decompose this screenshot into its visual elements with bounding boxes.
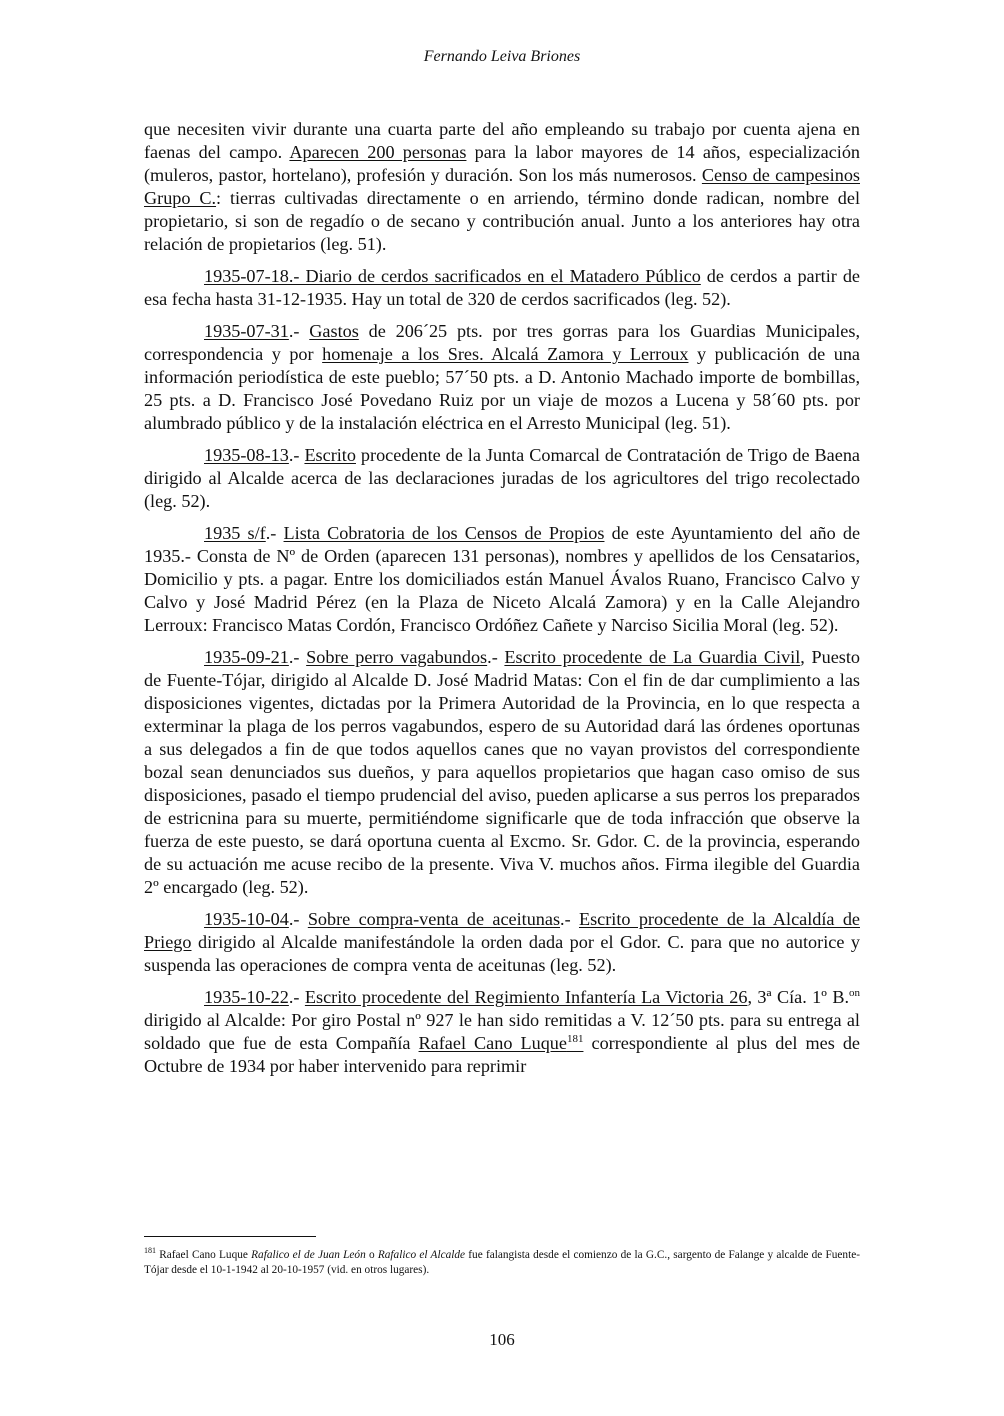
- text-run: .-: [288, 445, 305, 465]
- text-run: de este Ayuntamiento del año de 1935.- Consta de Nº de Orden (aparecen 131 personas), nombres y apellidos de los Censatarios, Domicilio y pts. a pagar. Entre los domiciliados están Manuel Ávalos Ruano, Francisco Calvo y Calvo y José Madrid Pérez (en la Plaza de Niceto Alcalá Zamora) y en la Calle Alejandro Lerroux: Francisco Matas Cordón, Francisco Ordóñez Cañete y Narciso Sicilia Moral (leg. 52).: [144, 523, 861, 635]
- entry-1935-07-31: [144, 320, 860, 435]
- underlined-name: [419, 1033, 584, 1053]
- text-run: dirigido al Alcalde: Por giro Postal nº 927 le han sido remitidas a V. 12´50 pts. para su entrega al soldado que fue de esta Compañía: [144, 1010, 860, 1053]
- text-run: : tierras cultivadas directamente o en arriendo, término donde radican, nombre del propietario, si son de regadío o de secano y contribución anual. Junto a los anteriores hay otra relación de propietarios (leg. 51).: [144, 188, 860, 254]
- entry-1935-07-18: [144, 265, 860, 311]
- text-run: .-: [560, 909, 579, 929]
- text-run: , 3ª Cía. 1º B.: [747, 987, 850, 1007]
- text-run: o: [365, 1249, 378, 1261]
- entry-1935-09-21: [144, 646, 860, 899]
- underlined-text: homenaje a los Sres. Alcalá Zamora y Lerroux: [322, 344, 689, 364]
- underlined-text: Sobre perro vagabundos: [306, 647, 488, 667]
- text-run: .-: [288, 987, 305, 1007]
- text-run: .-: [288, 647, 307, 667]
- text-run: dirigido al Alcalde manifestándole la orden dada por el Gdor. C. para que no autorice y suspenda las operaciones de compra venta de aceitunas (leg. 52).: [144, 932, 860, 975]
- text-run: .-: [288, 909, 308, 929]
- superscript: on: [849, 986, 861, 999]
- entry-1935-sf: [144, 522, 860, 637]
- main-text: [144, 118, 860, 1087]
- text-run: de 206´25 pts. por tres gorras para los Guardias Municipales, correspondencia y por: [144, 321, 860, 364]
- entry-date: 1935-10-22: [204, 987, 289, 1007]
- entry-1935-10-22: [144, 986, 860, 1078]
- paragraph-continuation: [144, 118, 860, 256]
- underlined-text: 1935-07-18.- Diario de cerdos sacrificados en el Matadero Público: [204, 266, 701, 286]
- italic-text: Rafalico el de Juan León: [251, 1249, 366, 1261]
- italic-text: Rafalico el Alcalde: [377, 1249, 466, 1261]
- text-run: para la labor mayores de 14 años, especialización (muleros, pastor, hortelano), profesión y duración. Son los más numerosos.: [144, 142, 861, 185]
- underlined-text: Gastos: [309, 321, 359, 341]
- footnote-181: [144, 1248, 860, 1278]
- underlined-text: Escrito procedente de la Alcaldía de Priego: [144, 909, 860, 952]
- underlined-text: Escrito: [304, 445, 356, 465]
- entry-date: 1935-10-04: [204, 909, 289, 929]
- entry-date: 1935-08-13: [204, 445, 289, 465]
- text-run: de cerdos a partir de esa fecha hasta 31-12-1935. Hay un total de 320 de cerdos sacrificados (leg. 52).: [144, 266, 860, 309]
- text-run: .-: [487, 647, 505, 667]
- text-run: correspondiente al plus del mes de Octubre de 1934 por haber intervenido para reprimir: [144, 1033, 861, 1076]
- entry-date: 1935-07-31: [204, 321, 289, 341]
- text-run: Rafael Cano Luque: [156, 1249, 252, 1261]
- underlined-text: Aparecen 200 personas: [289, 142, 467, 162]
- running-header: Fernando Leiva Briones: [423, 48, 581, 65]
- entry-date: 1935 s/f: [204, 523, 266, 543]
- entry-1935-08-13: [144, 444, 860, 513]
- text-run: , Puesto de Fuente-Tójar, dirigido al Alcalde D. José Madrid Matas: Con el fin de dar cumplimiento a las disposiciones vigentes, dictadas por la Primera Autoridad de la Provincia, en lo que respecta a exterminar la plaga de los perros vagabundos, espero de su Autoridad dará las órdenes oportunas a sus delegados a fin de que todos aquellos canes que no vayan provistos del correspondiente bozal sean denunciados sus dueños, y para aquellos propietarios que hagan caso omiso de sus disposiciones, pasado el tiempo prudencial del aviso, pueden aplicarse a sus perros los preparados de estricnina para su muerte, permitiéndome significarle que de toda infracción que observe la fuerza de este puesto, se dará oportuna cuenta al Excmo. Sr. Gdor. C. de la provincia, esperando de su actuación me acuse recibo de la presente. Viva V. muchos años. Firma ilegible del Guardia 2º encargado (leg. 52).: [144, 647, 860, 897]
- footnote-number: 181: [144, 1246, 156, 1256]
- underlined-text: Rafael Cano Luque: [418, 1033, 567, 1053]
- underlined-text: Escrito procedente del Regimiento Infantería La Victoria 26: [304, 987, 748, 1007]
- entry-date: 1935-09-21: [204, 647, 289, 667]
- entry-1935-10-04: [144, 908, 860, 977]
- underlined-text: Escrito procedente de La Guardia Civil: [504, 647, 801, 667]
- text-run: que necesiten vivir durante una cuarta parte del año empleando su trabajo por cuenta ajena en faenas del campo.: [144, 119, 860, 162]
- underlined-text: Lista Cobratoria de los Censos de Propios: [283, 523, 605, 543]
- footnote-reference[interactable]: 181: [566, 1032, 584, 1045]
- text-run: .-: [288, 321, 310, 341]
- text-run: procedente de la Junta Comarcal de Contratación de Trigo de Baena dirigido al Alcalde acerca de las declaraciones juradas de los agricultores del trigo recolectado (leg. 52).: [144, 445, 860, 511]
- underlined-text: Censo de campesinos Grupo C.: [144, 165, 860, 208]
- text-run: .-: [265, 523, 284, 543]
- underlined-text: Sobre compra-venta de aceitunas: [307, 909, 561, 929]
- page-number: 106: [489, 1330, 515, 1349]
- footnote-separator: [144, 1236, 316, 1237]
- text-run: fue falangista desde el comienzo de la G.C., sargento de Falange y alcalde de Fuente-Tójar desde el 10-1-1942 al 20-10-1957 (vid. en otros lugares).: [144, 1249, 860, 1276]
- text-run: y publicación de una información periodística de este pueblo; 57´50 pts. a D. Antonio Machado importe de bombillas, 25 pts. a D. Francisco José Povedano Ruiz por un viaje de mozos a Lucena y 58´60 pts. por alumbrado público y de la instalación eléctrica en el Arresto Municipal (leg. 51).: [144, 344, 860, 433]
